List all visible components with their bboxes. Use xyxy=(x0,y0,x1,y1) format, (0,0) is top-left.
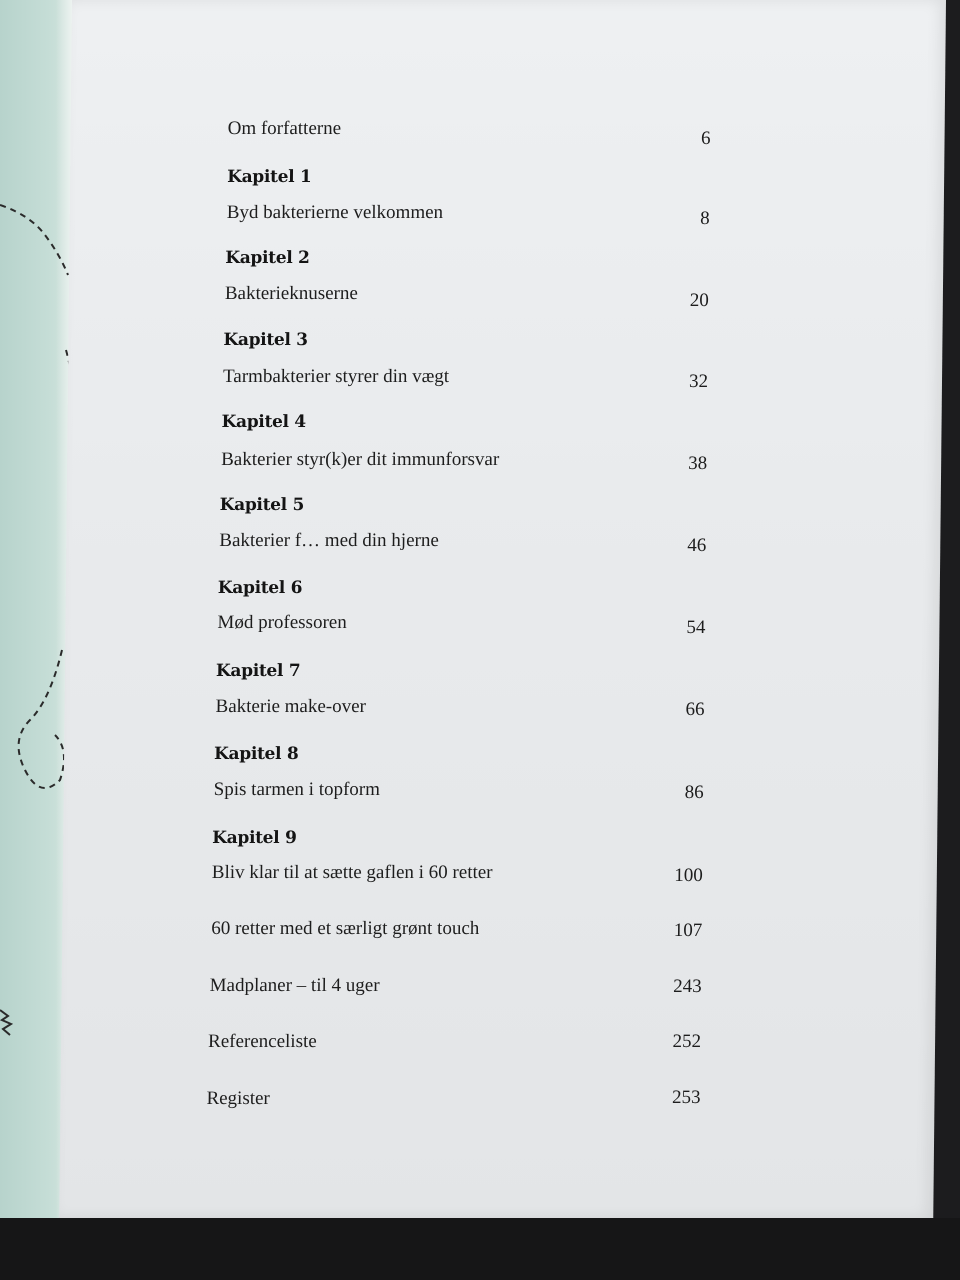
chapter-page: 66 xyxy=(685,699,705,720)
table-of-contents-page xyxy=(59,0,946,1218)
chapter-title: Bakterier styr(k)er dit immunforsvar xyxy=(221,449,500,470)
chapter-title: Spis tarmen i topform xyxy=(213,779,381,800)
chapter-title: Bakterier f… med din hjerne xyxy=(219,530,439,551)
chapter-title: Mød professoren xyxy=(217,612,347,633)
chapter-page: 46 xyxy=(687,535,707,556)
chapter-label: Kapitel 4 xyxy=(221,412,306,432)
extra-title: Madplaner – til 4 uger xyxy=(209,975,380,996)
chapter-label: Kapitel 2 xyxy=(225,248,310,268)
chapter-label: Kapitel 9 xyxy=(212,828,297,848)
chapter-label: Kapitel 5 xyxy=(219,495,305,515)
chapter-page: 38 xyxy=(688,453,708,474)
extra-page: 253 xyxy=(671,1087,701,1108)
toc-intro-title: Om forfatterne xyxy=(227,118,342,139)
chapter-label: Kapitel 3 xyxy=(223,330,308,350)
chapter-label: Kapitel 7 xyxy=(215,661,301,681)
extra-page: 252 xyxy=(672,1031,702,1052)
extra-page: 243 xyxy=(673,976,702,997)
chapter-page: 8 xyxy=(700,208,710,229)
chapter-label: Kapitel 8 xyxy=(213,744,299,764)
chapter-title: Byd bakterierne velkommen xyxy=(226,202,444,223)
chapter-page: 86 xyxy=(684,782,704,803)
chapter-page: 20 xyxy=(689,290,709,311)
chapter-page: 54 xyxy=(686,617,706,638)
table-surface xyxy=(0,1218,960,1280)
extra-title: Referenceliste xyxy=(207,1031,317,1052)
chapter-label: Kapitel 1 xyxy=(227,167,312,187)
toc-intro-page: 6 xyxy=(700,128,711,149)
chapter-title: Bakterieknuserne xyxy=(224,283,358,304)
chapter-page: 100 xyxy=(674,865,703,886)
chapter-title: Bakterie make-over xyxy=(215,696,367,717)
chapter-page: 32 xyxy=(688,371,709,392)
chapter-label: Kapitel 6 xyxy=(217,578,303,598)
extra-page: 107 xyxy=(673,920,703,941)
extra-title: Register xyxy=(206,1088,270,1109)
extra-title: 60 retter med et særligt grønt touch xyxy=(211,918,480,939)
chapter-title: Bliv klar til at sætte gaflen i 60 retter xyxy=(211,862,493,883)
chapter-title: Tarmbakterier styrer din vægt xyxy=(222,366,450,387)
